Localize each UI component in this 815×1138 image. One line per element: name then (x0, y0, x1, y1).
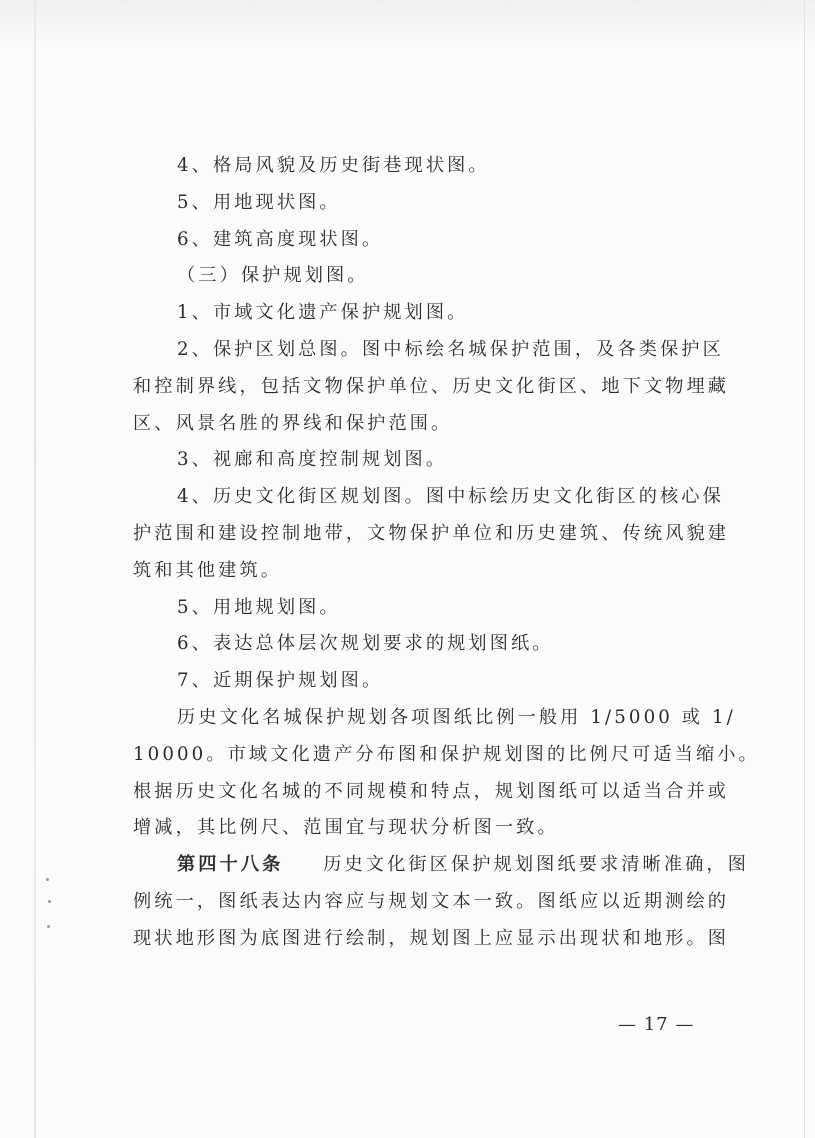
paragraph-line: 历史文化名城保护规划各项图纸比例一般用 1/5000 或 1/ (177, 706, 736, 728)
list-item: 6、表达总体层次规划要求的规划图纸。 (177, 633, 554, 655)
paragraph-line: 和控制界线，包括文物保护单位、历史文化街区、地下文物埋藏 (133, 375, 730, 397)
list-item: 1、市域文化遗产保护规划图。 (177, 302, 469, 324)
paragraph-line: 10000。市域文化遗产分布图和保护规划图的比例尺可适当缩小。 (133, 743, 760, 765)
scan-speck (47, 925, 50, 928)
article-first-line (133, 847, 749, 884)
list-item: 5、用地规划图。 (177, 596, 341, 618)
list-item: 2、保护区划总图。图中标绘名城保护范围，及各类保护区 (177, 338, 724, 360)
paragraph-line: 现状地形图为底图进行绘制，规划图上应显示出现状和地形。图 (133, 927, 730, 949)
article-heading: 第四十八条 (177, 854, 284, 876)
article-text: 历史文化街区保护规划图纸要求清晰准确，图 (323, 854, 749, 876)
list-item: 7、近期保护规划图。 (177, 670, 384, 692)
page-number: — 17 — (618, 1014, 695, 1035)
body-text (133, 148, 760, 958)
list-item: 6、建筑高度现状图。 (177, 228, 384, 250)
section-heading: （三）保护规划图。 (177, 265, 369, 287)
scan-shadow (0, 0, 815, 46)
binding-edge (34, 0, 36, 1138)
paragraph-line: 例统一，图纸表达内容应与规划文本一致。图纸应以近期测绘的 (133, 890, 730, 912)
scan-speck (48, 900, 51, 903)
paragraph-line: 筑和其他建筑。 (133, 559, 283, 581)
scan-speck (46, 878, 49, 881)
paragraph-line: 增减，其比例尺、范围宜与现状分析图一致。 (133, 817, 559, 839)
page-edge (804, 0, 805, 1138)
list-item: 5、用地现状图。 (177, 191, 341, 213)
paragraph-line: 护范围和建设控制地带，文物保护单位和历史建筑、传统风貌建 (133, 522, 730, 544)
list-item: 4、格局风貌及历史街巷现状图。 (177, 155, 490, 176)
paragraph-line: 区、风景名胜的界线和保护范围。 (133, 412, 453, 434)
paragraph-line: 根据历史文化名城的不同规模和特点，规划图纸可以适当合并或 (133, 780, 730, 802)
list-item: 3、视廊和高度控制规划图。 (177, 449, 448, 471)
list-item: 4、历史文化街区规划图。图中标绘历史文化街区的核心保 (177, 486, 724, 508)
